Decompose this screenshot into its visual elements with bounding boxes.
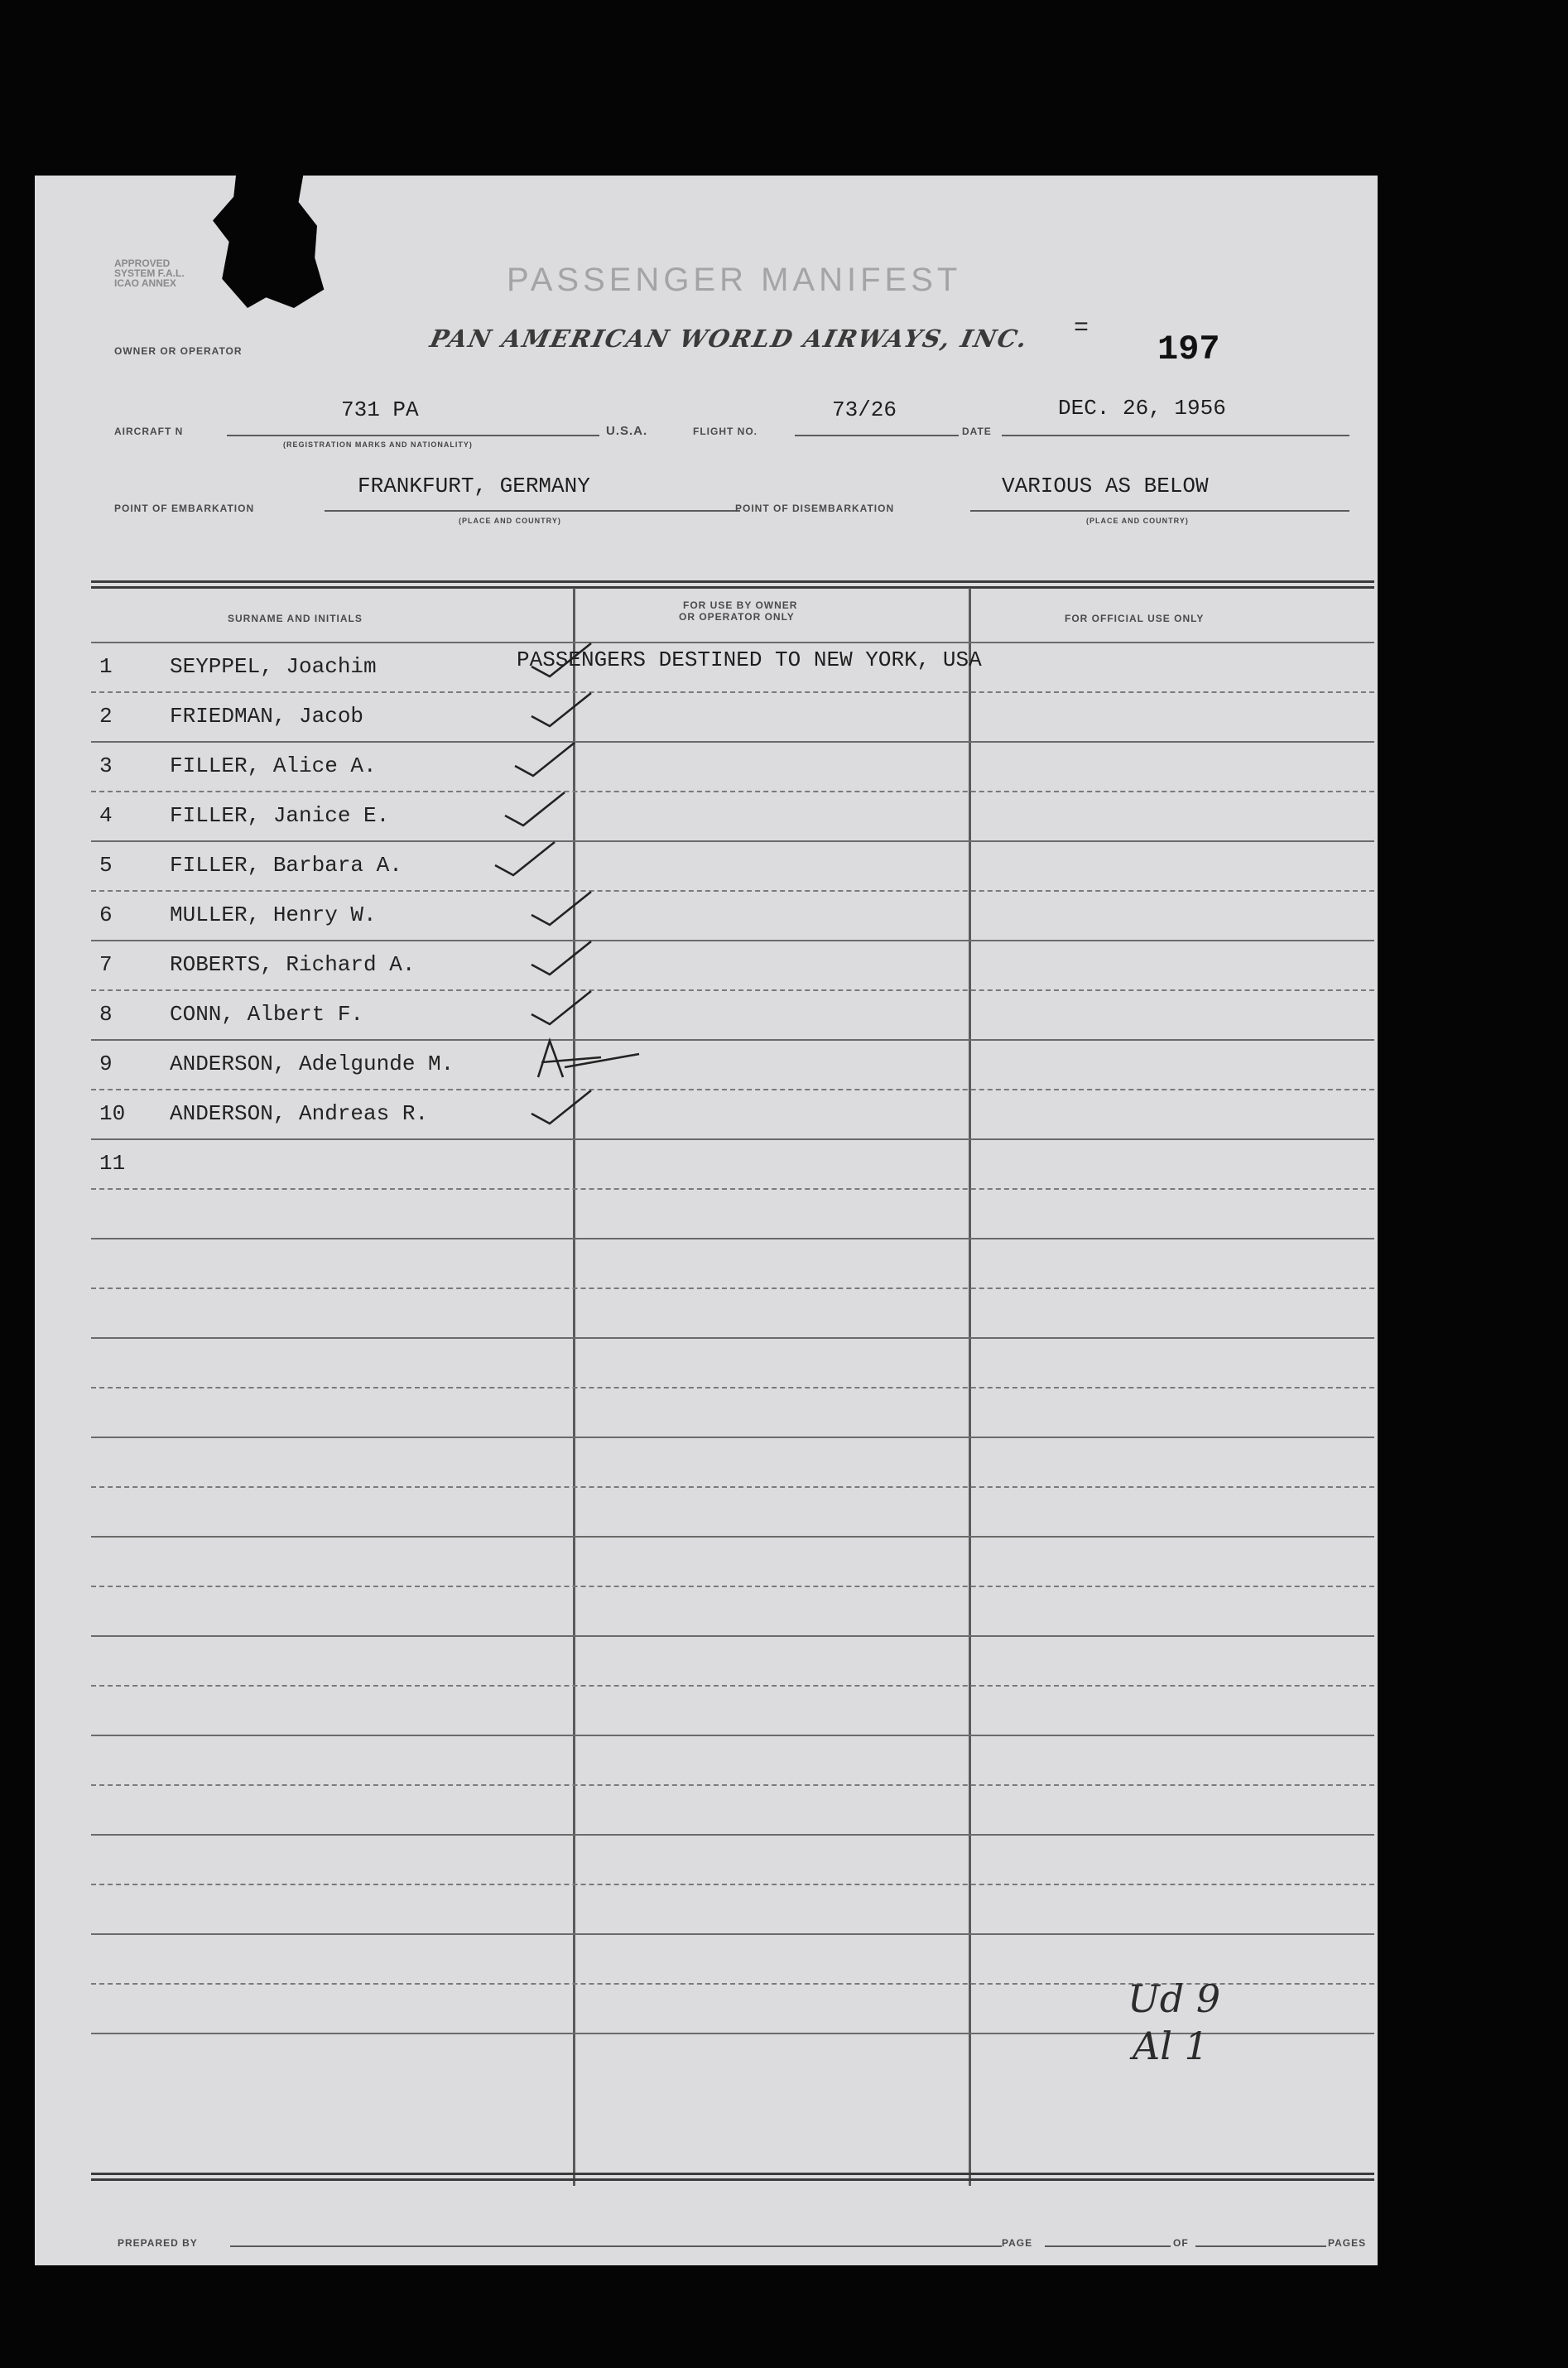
- aircraft-label: AIRCRAFT N: [114, 426, 184, 437]
- check-mark: [531, 941, 591, 975]
- col-owner-header-1: FOR USE BY OWNER: [683, 599, 798, 611]
- form-title: PASSENGER MANIFEST: [507, 262, 962, 298]
- col-official-header: FOR OFFICIAL USE ONLY: [1065, 613, 1205, 624]
- row-number: 6: [99, 902, 113, 927]
- flight-value: 73/26: [832, 397, 897, 422]
- check-mark: [531, 643, 591, 676]
- operator-name: PAN AMERICAN WORLD AIRWAYS, INC.: [427, 325, 1032, 353]
- pages-label: PAGES: [1328, 2237, 1367, 2249]
- tally-line-1: Ud 9: [1128, 1976, 1221, 2021]
- owner-label: OWNER OR OPERATOR: [114, 345, 243, 357]
- registration-caption: (REGISTRATION MARKS AND NATIONALITY): [283, 440, 473, 449]
- check-mark: [495, 842, 555, 875]
- row-number: 1: [99, 654, 113, 679]
- row-number: 3: [99, 753, 113, 778]
- handwritten-marks: [35, 176, 1378, 2265]
- usa-label: U.S.A.: [606, 424, 648, 438]
- embark-caption: (PLACE AND COUNTRY): [459, 517, 561, 525]
- date-value: DEC. 26, 1956: [1058, 396, 1226, 421]
- of-label: OF: [1173, 2237, 1189, 2249]
- check-mark: [531, 693, 591, 726]
- embark-label: POINT OF EMBARKATION: [114, 503, 255, 514]
- disembark-value: VARIOUS AS BELOW: [1002, 474, 1209, 498]
- row-number: 10: [99, 1101, 126, 1126]
- passenger-name: ANDERSON, Andreas R.: [170, 1101, 429, 1126]
- row-number: 2: [99, 704, 113, 729]
- row-number: 8: [99, 1002, 113, 1027]
- passenger-name: CONN, Albert F.: [170, 1002, 364, 1027]
- disembark-label: POINT OF DISEMBARKATION: [735, 503, 895, 514]
- disembark-caption: (PLACE AND COUNTRY): [1086, 517, 1189, 525]
- manifest-sheet: [35, 176, 1378, 2265]
- aircraft-value: 731 PA: [341, 397, 419, 422]
- row-number: 7: [99, 952, 113, 977]
- handwritten-letter-a: [538, 1041, 639, 1077]
- col-surname-header: SURNAME AND INITIALS: [228, 613, 363, 624]
- col-owner-header-2: OR OPERATOR ONLY: [679, 611, 795, 623]
- destination-note: PASSENGERS DESTINED TO NEW YORK, USA: [517, 647, 982, 672]
- passenger-name: SEYPPEL, Joachim: [170, 654, 377, 679]
- check-mark: [515, 743, 575, 776]
- prepared-by-label: PREPARED BY: [118, 2237, 198, 2249]
- passenger-name: ANDERSON, Adelgunde M.: [170, 1052, 455, 1076]
- passenger-name: FILLER, Alice A.: [170, 753, 377, 778]
- passenger-name: FRIEDMAN, Jacob: [170, 704, 364, 729]
- passenger-name: FILLER, Barbara A.: [170, 853, 402, 878]
- approval-stamp: APPROVED SYSTEM F.A.L. ICAO ANNEX: [114, 257, 185, 289]
- check-mark: [531, 892, 591, 925]
- check-mark: [531, 991, 591, 1024]
- dash-mark: =: [1074, 315, 1089, 343]
- row-number: 11: [99, 1151, 126, 1176]
- row-number: 5: [99, 853, 113, 878]
- row-number: 9: [99, 1052, 113, 1076]
- page-label: PAGE: [1002, 2237, 1033, 2249]
- check-mark: [505, 792, 565, 825]
- page-number: 197: [1157, 330, 1220, 369]
- embark-value: FRANKFURT, GERMANY: [358, 474, 590, 498]
- row-number: 4: [99, 803, 113, 828]
- date-label: DATE: [962, 426, 992, 437]
- tally-line-2: Al 1: [1133, 2024, 1209, 2068]
- passenger-name: FILLER, Janice E.: [170, 803, 390, 828]
- passenger-name: MULLER, Henry W.: [170, 902, 377, 927]
- check-mark: [531, 1090, 591, 1124]
- passenger-name: ROBERTS, Richard A.: [170, 952, 416, 977]
- flight-label: FLIGHT NO.: [693, 426, 758, 437]
